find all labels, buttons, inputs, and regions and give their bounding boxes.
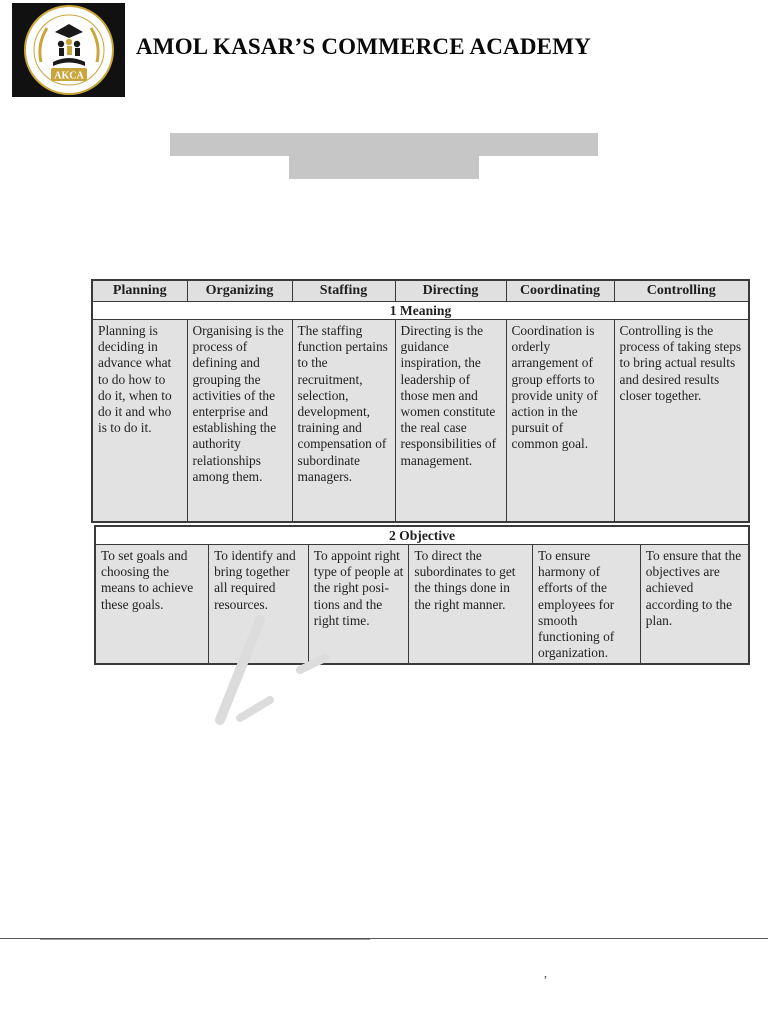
- academy-logo: [12, 3, 125, 97]
- table-cell: To identify and bring together all required resources.: [209, 545, 309, 665]
- column-header: Controlling: [614, 280, 749, 302]
- table-cell: Directing is the guidance inspiration, the leadership of those men and women constitute the real case responsibilities of management.: [395, 320, 506, 522]
- meaning-table: [91, 279, 750, 523]
- section-row: [95, 526, 749, 545]
- table-cell: Planning is deciding in advance what to do how to do it, when to do it and who is to do it.: [92, 320, 187, 522]
- redacted-subtitle-bar: [289, 156, 479, 179]
- table-row: [92, 320, 749, 522]
- column-header: Organizing: [187, 280, 292, 302]
- table-cell: To ensure that the objectives are achieved according to the plan.: [640, 545, 749, 665]
- table-cell: To appoint right type of people at the right posi-tions and the right time.: [308, 545, 409, 665]
- redacted-title-bar: [170, 133, 598, 156]
- section-row: [92, 302, 749, 320]
- svg-text:AKCA: AKCA: [53, 70, 84, 82]
- table-header-row: [92, 280, 749, 302]
- table-cell: To direct the subordinates to get the things done in the right manner.: [409, 545, 533, 665]
- table-cell: Organising is the process of defining and grouping the activities of the enterprise and establishing the authority relationships among them.: [187, 320, 292, 522]
- column-header: Staffing: [292, 280, 395, 302]
- column-header: Planning: [92, 280, 187, 302]
- column-header: Coordinating: [506, 280, 614, 302]
- objective-table: [94, 525, 750, 665]
- table-cell: Coordination is orderly arrangement of group efforts to provide unity of action in the pursuit of common goal.: [506, 320, 614, 522]
- table-cell: The staffing function pertains to the recruitment, selection, development, training and compensation of subordinate managers.: [292, 320, 395, 522]
- table-cell: Controlling is the process of taking steps to bring actual results and desired results closer together.: [614, 320, 749, 522]
- akca-logo-emblem: [17, 4, 121, 96]
- footer-mark: ,: [544, 966, 547, 980]
- academy-title: AMOL KASAR’S COMMERCE ACADEMY: [136, 34, 591, 59]
- section-label: 2 Objective: [95, 526, 749, 545]
- table-cell: To set goals and choosing the means to achieve these goals.: [95, 545, 209, 665]
- section-label: 1 Meaning: [92, 302, 749, 320]
- table-row: [95, 545, 749, 665]
- column-header: Directing: [395, 280, 506, 302]
- table-cell: To ensure harmony of efforts of the employees for smooth functioning of organization.: [533, 545, 641, 665]
- footer-divider-secondary: [40, 939, 370, 940]
